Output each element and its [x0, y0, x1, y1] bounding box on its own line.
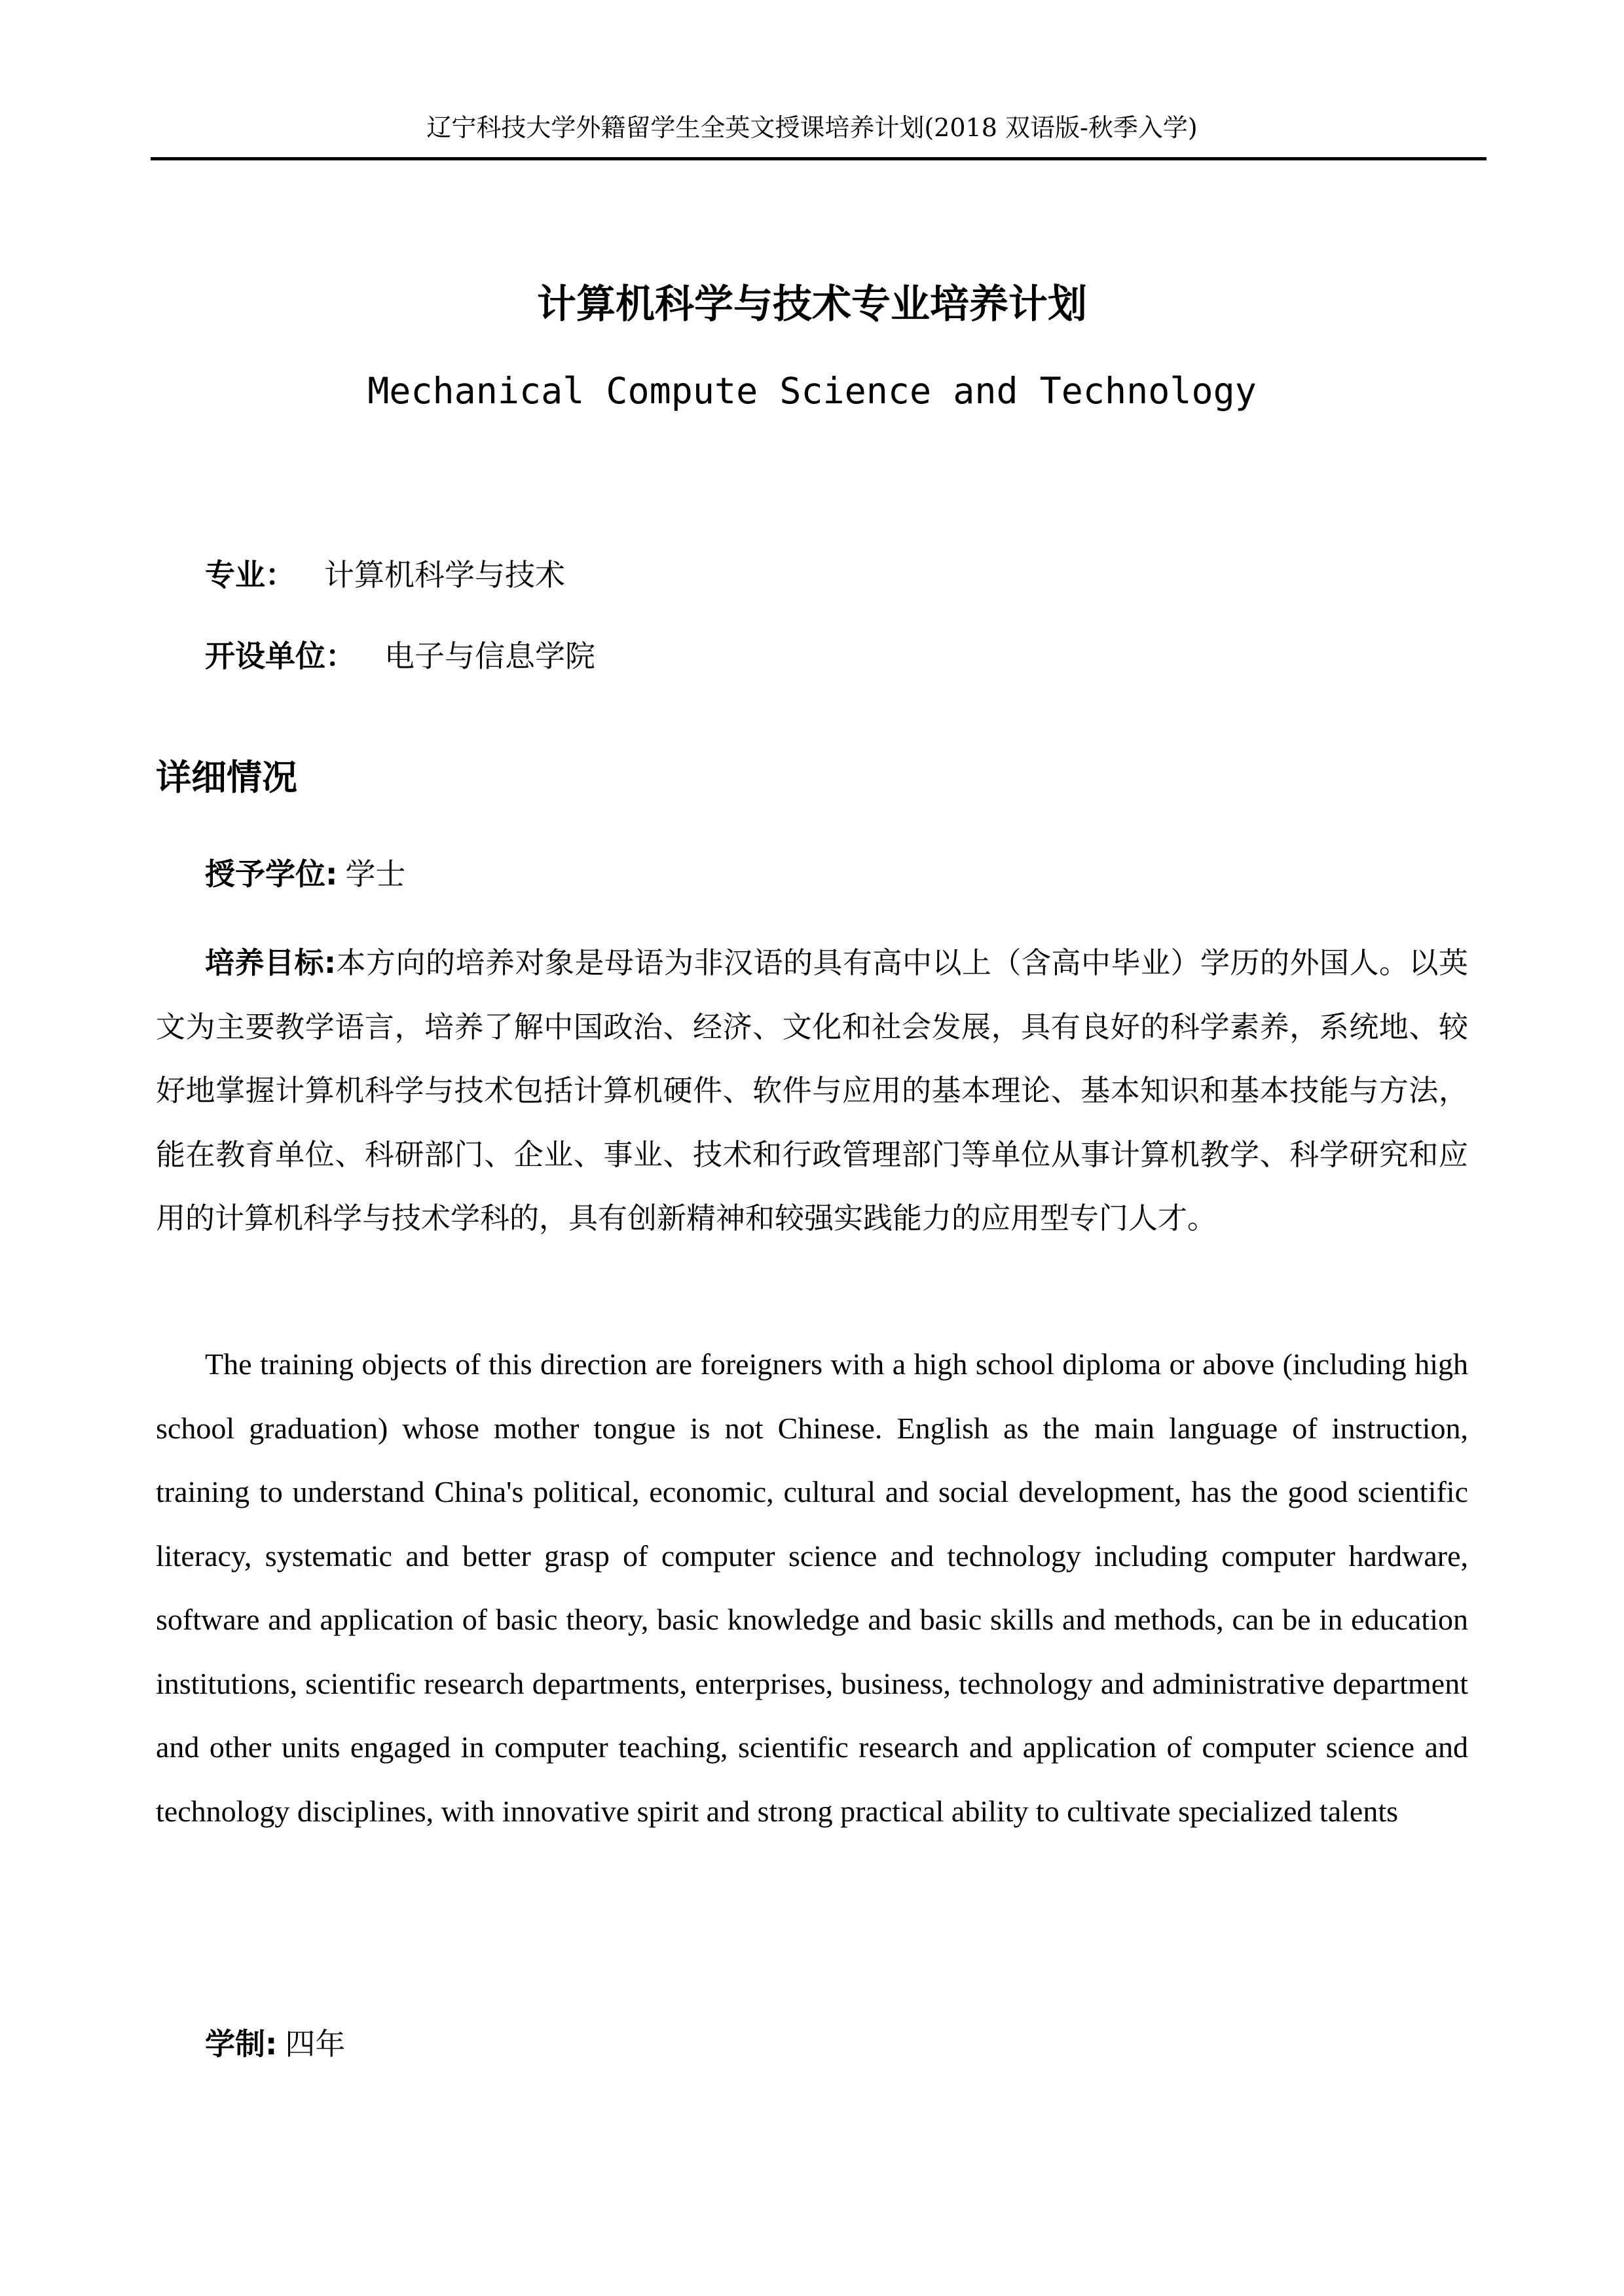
duration-row [205, 2023, 345, 2065]
objective-paragraph-english: The training objects of this direction are foreigners with a high school diploma or above (including high school graduation) whose mother tongue is not Chinese. English as the main language of instruction, training to understand China's political, economic, cultural and social development, has the good scientific literacy, systematic and better grasp of computer science and technology including computer hardware, software and application of basic theory, basic knowledge and basic skills and methods, can be in education institutions, scientific research departments, enterprises, business, technology and administrative department and other units engaged in computer teaching, scientific research and application of computer science and technology disciplines, with innovative spirit and strong practical ability to cultivate specialized talents [156, 1347, 1468, 1828]
degree-row [205, 853, 405, 895]
objective-text-chinese: 本方向的培养对象是母语为非汉语的具有高中以上（含高中毕业）学历的外国人。以英文为主要教学语言，培养了解中国政治、经济、文化和社会发展，具有良好的科学素养，系统地、较好地掌握计算机科学与技术包括计算机硬件、软件与应用的基本理论、基本知识和基本技能与方法，能在教育单位、科研部门、企业、事业、技术和行政管理部门等单位从事计算机教学、科学研究和应用的计算机科学与技术学科的，具有创新精神和较强实践能力的应用型专门人才。 [156, 945, 1468, 1235]
page-title-english: Mechanical Compute Science and Technology [367, 370, 1257, 412]
objective-paragraph-chinese [156, 931, 1468, 1250]
header-rule [151, 157, 1486, 160]
section-heading-details: 详细情况 [156, 757, 297, 798]
major-value: 计算机科学与技术 [324, 557, 565, 592]
degree-label: 授予学位: [205, 856, 338, 892]
unit-row [205, 635, 595, 677]
degree-value: 学士 [345, 856, 406, 892]
major-label: 专业： [205, 557, 295, 592]
objective-label: 培养目标: [205, 945, 336, 980]
running-header: 辽宁科技大学外籍留学生全英文授课培养计划(2018 双语版-秋季入学) [426, 113, 1198, 142]
unit-label: 开设单位： [205, 638, 356, 674]
page-title-chinese: 计算机科学与技术专业培养计划 [537, 282, 1087, 327]
duration-label: 学制: [205, 2026, 278, 2062]
major-row [205, 554, 565, 596]
unit-value: 电子与信息学院 [384, 638, 595, 674]
duration-value: 四年 [285, 2026, 346, 2062]
